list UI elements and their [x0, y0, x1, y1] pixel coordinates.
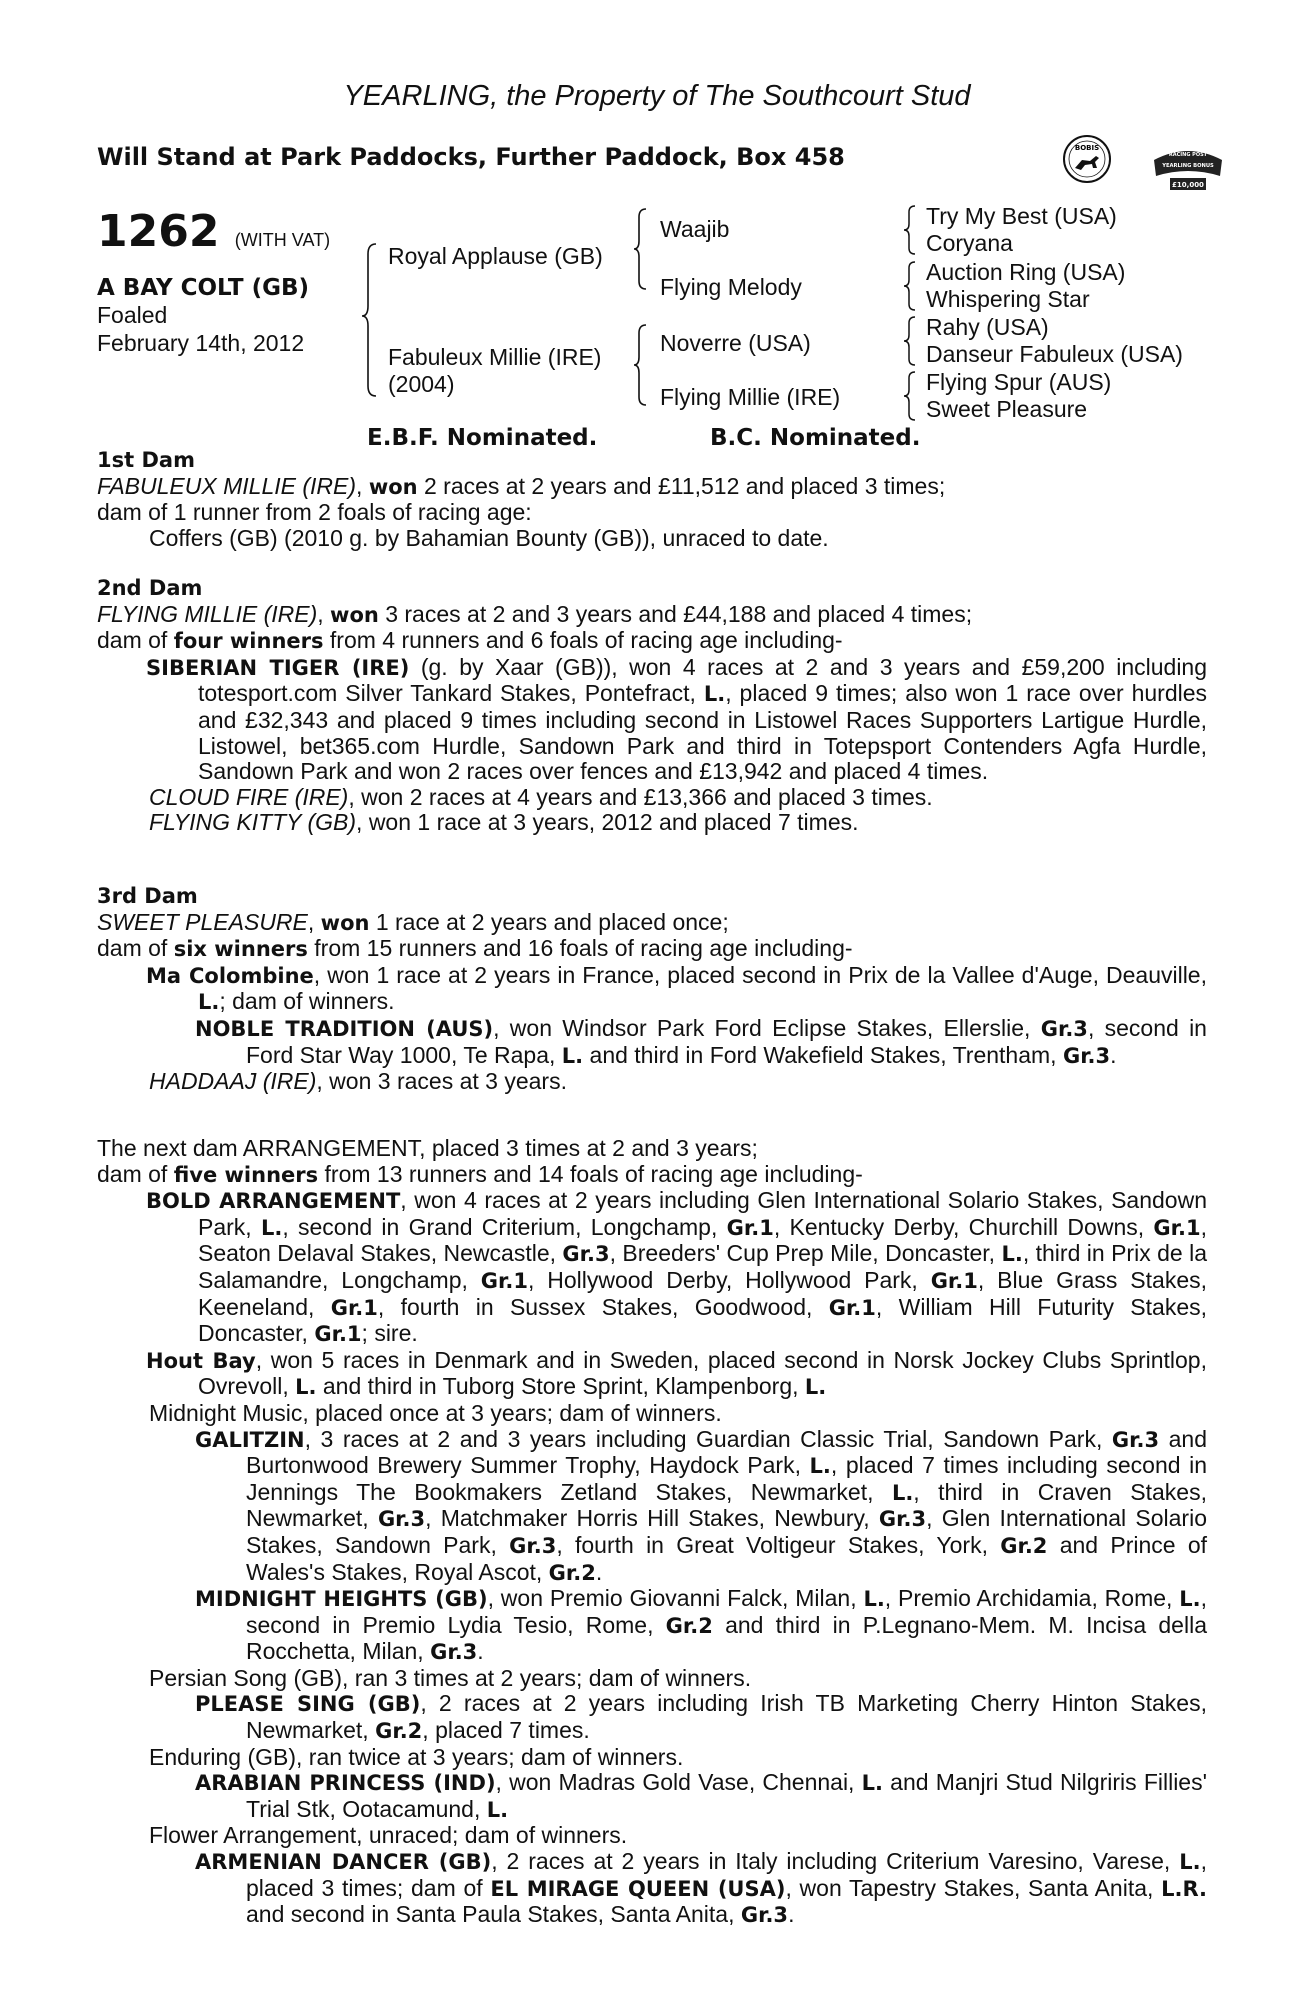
- produce-galitzin: [97, 1427, 1207, 1587]
- text: dam of: [97, 627, 174, 654]
- produce-enduring: Enduring (GB), ran twice at 3 years; dam of winners.: [149, 1743, 684, 1770]
- text: , Kentucky Derby, Churchill Downs,: [773, 1213, 1154, 1240]
- sep: ,: [356, 472, 369, 499]
- text: and second in Santa Paula Stakes, Santa Anita,: [246, 1901, 741, 1928]
- race-grade: L.: [804, 1375, 827, 1400]
- race-grade: Gr.1: [480, 1268, 528, 1293]
- text: .: [595, 1558, 603, 1585]
- text: , Glen International Solario Stakes, Sandown Park,: [246, 1505, 1207, 1558]
- pedigree-gen3-8: Sweet Pleasure: [926, 396, 1088, 422]
- produce-hout-bay: [97, 1348, 1207, 1401]
- race-grade: L.: [1179, 1587, 1201, 1612]
- second-dam-produce-summary: [97, 628, 1207, 655]
- pedigree-dam: Fabuleux Millie (IRE): [388, 344, 602, 370]
- horse-name: EL MIRAGE QUEEN (USA): [490, 1876, 786, 1901]
- foaled-date: February 14th, 2012: [97, 330, 305, 356]
- text: , won 2 races at 4 years and £13,366 and placed 3 times.: [348, 783, 933, 810]
- pedigree-brace-3: [632, 322, 650, 408]
- race-grade: Gr.3: [1111, 1427, 1160, 1452]
- text: , third in Prix de la Salamandre, Longchamp,: [198, 1240, 1207, 1293]
- text: , second in Premio Lydia Tesio, Rome,: [246, 1585, 1207, 1638]
- text: from 13 runners and 14 foals of racing age including-: [318, 1160, 863, 1187]
- sep: ,: [307, 908, 321, 935]
- text: and third in Tuborg Store Sprint, Klampenborg,: [316, 1373, 805, 1400]
- text: , second in Grand Criterium, Longchamp,: [282, 1213, 727, 1240]
- svg-text:RACING POST: RACING POST: [1168, 152, 1208, 158]
- pedigree-sire-sire: Waajib: [660, 216, 730, 242]
- produce-persian-song: Persian Song (GB), ran 3 times at 2 years; dam of winners.: [149, 1664, 752, 1691]
- race-grade: Gr.3: [562, 1242, 610, 1267]
- text: ; sire.: [361, 1320, 418, 1347]
- race-grade: L.: [703, 682, 726, 707]
- third-dam-heading: 3rd Dam: [97, 884, 198, 908]
- text: and Prince of Wales's Stakes, Royal Ascot,: [246, 1531, 1208, 1585]
- text: , placed 9 times; also won 1 race over hurdles and £32,343 and placed 9 times including second in Listowel Races Supporters Lartigue Hurdle, Listowel, bet365.com Hurdle, Sandown Park and third in Totepsport Contenders Agfa Hurdle, Sandown Park and won 2 races over fences and £13,942 and placed 4 times.: [198, 680, 1208, 785]
- pedigree-gen3-5: Rahy (USA): [926, 314, 1049, 340]
- produce-arabian-princess: [97, 1770, 1207, 1823]
- sep: ,: [317, 600, 331, 627]
- pedigree-gen3-3: Auction Ring (USA): [926, 259, 1126, 285]
- next-dam-section: [97, 1136, 1207, 1929]
- first-dam-produce-summary: dam of 1 runner from 2 foals of racing age:: [97, 499, 532, 526]
- text: , won Windsor Park Ford Eclipse Stakes, Ellerslie,: [493, 1014, 1041, 1041]
- race-grade: Gr.2: [665, 1613, 713, 1638]
- race-grade: Gr.1: [1153, 1215, 1201, 1240]
- pedigree-brace-1: [360, 240, 380, 400]
- text: , Breeders' Cup Prep Mile, Doncaster,: [609, 1240, 1002, 1267]
- horse-name: FLYING KITTY (GB): [149, 809, 357, 836]
- bobis-logo: [1062, 134, 1112, 184]
- race-grade: L.: [295, 1375, 317, 1400]
- text: and Burtonwood Brewery Summer Trophy, Haydock Park,: [246, 1425, 1207, 1479]
- pedigree-brace-7: [902, 370, 918, 422]
- text: .: [477, 1638, 484, 1665]
- third-dam-line: [97, 910, 1207, 937]
- winners-count: six winners: [173, 937, 308, 962]
- text: , won Premio Giovanni Falck, Milan,: [487, 1585, 864, 1612]
- horse-name: CLOUD FIRE (IRE): [149, 783, 349, 810]
- pedigree-brace-6: [902, 315, 918, 367]
- produce-ma-colombine: [97, 963, 1207, 1016]
- text: , Hollywood Derby, Hollywood Park,: [527, 1266, 931, 1293]
- race-grade: Gr.3: [1062, 1043, 1111, 1068]
- first-dam-name: FABULEUX MILLIE (IRE): [97, 472, 357, 499]
- text: , fourth in Sussex Stakes, Goodwood,: [377, 1293, 829, 1320]
- text: , 3 races at 2 and 3 years including Guardian Classic Trial, Sandown Park,: [304, 1425, 1112, 1452]
- third-dam-produce-summary: [97, 936, 1207, 963]
- produce-cloud-fire: [97, 785, 1207, 811]
- race-grade: Gr.2: [375, 1719, 423, 1744]
- first-dam-record: 2 races at 2 years and £11,512 and placed 3 times;: [417, 472, 946, 499]
- pedigree-brace-2: [632, 206, 650, 292]
- race-grade: L.: [861, 1771, 883, 1796]
- text: , won Madras Gold Vase, Chennai,: [495, 1769, 862, 1796]
- pedigree-gen3-7: Flying Spur (AUS): [926, 369, 1112, 395]
- pedigree-gen3-6: Danseur Fabuleux (USA): [926, 341, 1183, 367]
- produce-flower-arrangement: Flower Arrangement, unraced; dam of winners.: [149, 1822, 628, 1849]
- race-grade: Gr.1: [314, 1322, 362, 1347]
- winners-count: five winners: [173, 1162, 319, 1187]
- won-label: won: [368, 474, 418, 499]
- svg-text:£10,000: £10,000: [1172, 181, 1204, 189]
- lot-vat: (WITH VAT): [234, 230, 331, 250]
- second-dam-line: [97, 602, 1207, 629]
- race-grade: L.: [891, 1480, 914, 1505]
- text: , second in Ford Star Way 1000, Te Rapa,: [246, 1014, 1207, 1068]
- stand-location: Will Stand at Park Paddocks, Further Paddock, Box 458: [97, 143, 845, 171]
- race-grade: L.: [809, 1454, 831, 1479]
- text: , third in Craven Stakes, Newmarket,: [246, 1478, 1207, 1532]
- horse-name: SIBERIAN TIGER (IRE): [146, 655, 410, 680]
- text: , Seaton Delaval Stakes, Newcastle,: [198, 1213, 1207, 1267]
- text: .: [788, 1901, 795, 1928]
- svg-text:BOBIS: BOBIS: [1074, 144, 1100, 152]
- second-dam-section: [97, 576, 1207, 836]
- race-grade: L.: [486, 1797, 509, 1822]
- race-grade: Gr.1: [726, 1215, 774, 1240]
- text: and third in Ford Wakefield Stakes, Trentham,: [583, 1041, 1063, 1068]
- foaled-label: Foaled: [97, 302, 168, 328]
- race-grade: L.: [1001, 1242, 1023, 1267]
- bc-nominated: B.C. Nominated.: [710, 425, 921, 451]
- text: and Manjri Stud Nilgriris Fillies' Trial Stk, Ootacamund,: [246, 1769, 1207, 1822]
- race-grade: Gr.1: [828, 1295, 876, 1320]
- text: , won 1 race at 2 years in France, placed second in Prix de la Vallee d'Auge, Deauville,: [313, 961, 1207, 988]
- pedigree-gen3-2: Coryana: [926, 230, 1013, 256]
- race-grade: Gr.2: [548, 1560, 596, 1585]
- pedigree-sire: Royal Applause (GB): [388, 243, 603, 269]
- lot-number: [97, 206, 330, 257]
- produce-bold-arrangement: [97, 1188, 1207, 1348]
- text: (g. by Xaar (GB)), won 4 races at 2 and 3 years and £59,200 including totesport.com Silver Tankard Stakes, Pontefract,: [198, 653, 1208, 707]
- text: , placed 7 times including second in Jennings The Bookmakers Zetland Stakes, Newmarket,: [246, 1452, 1207, 1505]
- race-grade: L.R.: [1161, 1876, 1208, 1901]
- first-dam-section: [97, 448, 1207, 551]
- text: dam of: [97, 935, 174, 962]
- produce-noble-tradition: [97, 1016, 1207, 1069]
- race-grade: Gr.3: [740, 1903, 789, 1928]
- text: , Blue Grass Stakes, Keeneland,: [198, 1266, 1207, 1320]
- race-grade: Gr.1: [330, 1295, 378, 1320]
- race-grade: Gr.1: [930, 1268, 978, 1293]
- second-dam-heading: 2nd Dam: [97, 576, 203, 600]
- text: , placed 3 times; dam of: [246, 1848, 1207, 1901]
- produce-flying-kitty: [97, 810, 1207, 836]
- race-grade: Gr.3: [1040, 1016, 1088, 1041]
- third-dam-section: [97, 884, 1207, 1095]
- race-grade: L.: [561, 1043, 584, 1068]
- won-label: won: [330, 602, 379, 627]
- text: , 2 races at 2 years in Italy including Criterium Varesino, Varese,: [491, 1848, 1180, 1875]
- won-label: won: [320, 910, 370, 935]
- winners-count: four winners: [173, 629, 324, 654]
- third-dam-record: 1 race at 2 years and placed once;: [369, 908, 729, 935]
- first-dam-line: [97, 474, 1207, 501]
- race-grade: L.: [198, 990, 220, 1015]
- produce-siberian-tiger: [97, 655, 1207, 785]
- horse-name: HADDAAJ (IRE): [149, 1068, 317, 1095]
- text: ; dam of winners.: [219, 988, 395, 1015]
- text: , won 4 races at 2 years including Glen International Solario Stakes, Sandown Park,: [198, 1187, 1207, 1240]
- pedigree-dam-year: (2004): [388, 371, 455, 397]
- pedigree-dam-dam: Flying Millie (IRE): [660, 384, 841, 410]
- text: , won Tapestry Stakes, Santa Anita,: [785, 1874, 1162, 1901]
- text: , placed 7 times.: [422, 1717, 590, 1744]
- horse-name: PLEASE SING (GB): [195, 1692, 421, 1717]
- horse-name: GALITZIN: [195, 1427, 305, 1452]
- text: , won 1 race at 3 years, 2012 and placed 7 times.: [356, 809, 859, 836]
- lot-name: A BAY COLT (GB): [97, 275, 310, 301]
- pedigree-gen3-1: Try My Best (USA): [926, 203, 1117, 229]
- race-grade: L.: [260, 1215, 283, 1240]
- text: , fourth in Great Voltigeur Stakes, York,: [556, 1531, 1001, 1558]
- horse-name: MIDNIGHT HEIGHTS (GB): [195, 1587, 488, 1612]
- svg-text:YEARLING BONUS: YEARLING BONUS: [1162, 163, 1214, 169]
- pedigree-dam-sire: Noverre (USA): [660, 330, 811, 356]
- horse-name: BOLD ARRANGEMENT: [146, 1189, 401, 1214]
- second-dam-record: 3 races at 2 and 3 years and £44,188 and placed 4 times;: [378, 600, 973, 627]
- text: and third in P.Legnano-Mem. M. Incisa della Rocchetta, Milan,: [246, 1611, 1207, 1665]
- horse-name: NOBLE TRADITION (AUS): [195, 1016, 494, 1041]
- text: , won 3 races at 3 years.: [316, 1068, 567, 1095]
- text: dam of: [97, 1160, 174, 1187]
- third-dam-name: SWEET PLEASURE: [97, 908, 308, 935]
- text: , Premio Archidamia, Rome,: [884, 1585, 1180, 1612]
- text: , Matchmaker Horris Hill Stakes, Newbury,: [425, 1505, 879, 1532]
- pedigree-brace-4: [902, 204, 918, 256]
- next-dam-produce-summary: [97, 1162, 1207, 1189]
- horse-name: ARABIAN PRINCESS (IND): [195, 1771, 496, 1796]
- race-grade: Gr.2: [1000, 1533, 1048, 1558]
- produce-haddaaj: [97, 1069, 1207, 1095]
- yearling-bonus-logo: [1150, 140, 1226, 196]
- horse-name: Hout Bay: [146, 1348, 256, 1373]
- text: from 4 runners and 6 foals of racing age including-: [323, 627, 843, 654]
- produce-midnight-heights: [97, 1586, 1207, 1666]
- horse-name: Ma Colombine: [146, 963, 314, 988]
- first-dam-foal: Coffers (GB) (2010 g. by Bahamian Bounty (GB)), unraced to date.: [149, 524, 829, 551]
- page-title: YEARLING, the Property of The Southcourt Stud: [343, 80, 971, 112]
- produce-midnight-music: Midnight Music, placed once at 3 years; dam of winners.: [149, 1399, 722, 1426]
- race-grade: Gr.3: [377, 1507, 426, 1532]
- second-dam-name: FLYING MILLIE (IRE): [97, 600, 318, 627]
- text: .: [1110, 1041, 1117, 1068]
- text: , 2 races at 2 years including Irish TB Marketing Cherry Hinton Stakes, Newmarket,: [246, 1690, 1207, 1744]
- text: , William Hill Futurity Stakes, Doncaster,: [198, 1293, 1207, 1347]
- text: from 15 runners and 16 foals of racing age including-: [307, 935, 853, 962]
- first-dam-heading: 1st Dam: [97, 448, 195, 472]
- race-grade: Gr.3: [430, 1640, 478, 1665]
- lot-number-value: 1262: [97, 206, 220, 257]
- pedigree-gen3-4: Whispering Star: [926, 286, 1090, 312]
- race-grade: Gr.3: [509, 1533, 557, 1558]
- race-grade: L.: [863, 1587, 885, 1612]
- produce-please-sing: [97, 1691, 1207, 1744]
- text: , won 5 races in Denmark and in Sweden, placed second in Norsk Jockey Clubs Sprintlop, Ovrevoll,: [198, 1346, 1207, 1400]
- horse-name: ARMENIAN DANCER (GB): [195, 1850, 492, 1875]
- race-grade: L.: [1179, 1850, 1201, 1875]
- ebf-nominated: E.B.F. Nominated.: [367, 425, 598, 451]
- pedigree-brace-5: [902, 260, 918, 312]
- next-dam-line: The next dam ARRANGEMENT, placed 3 times at 2 and 3 years;: [97, 1135, 758, 1161]
- pedigree-sire-dam: Flying Melody: [660, 274, 802, 300]
- produce-armenian-dancer: [97, 1849, 1207, 1929]
- race-grade: Gr.3: [878, 1507, 927, 1532]
